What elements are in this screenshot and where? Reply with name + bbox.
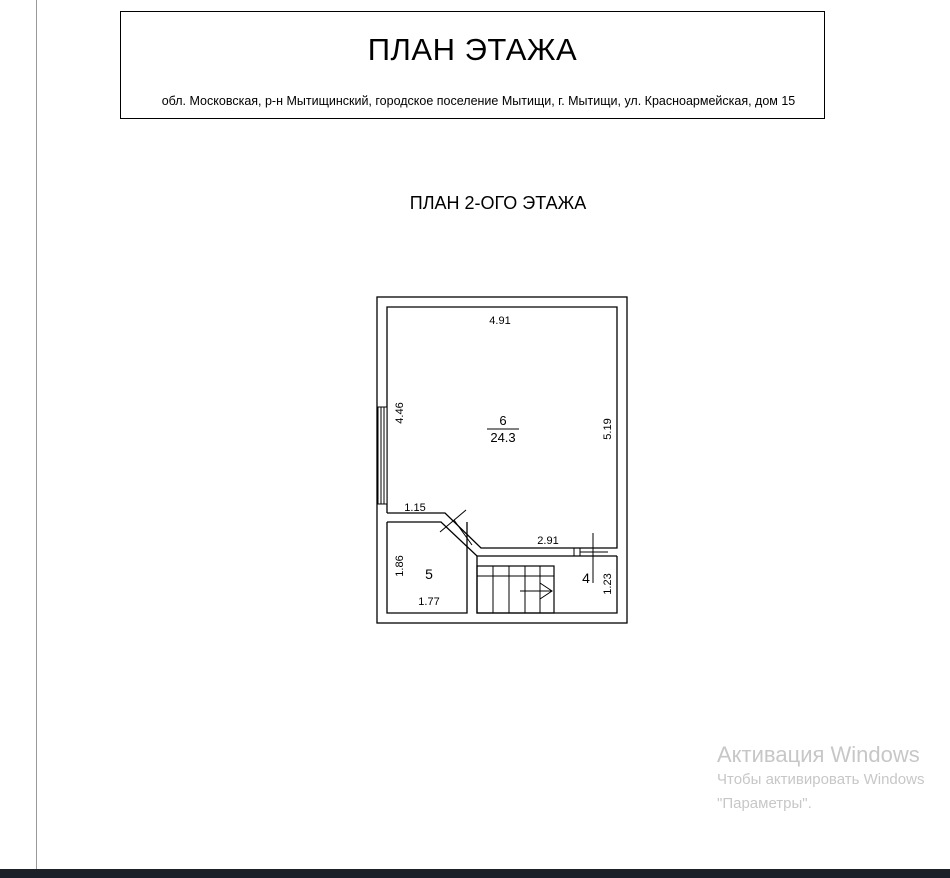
dimension-room6-left: 4.46 — [394, 402, 406, 424]
dimension-room6-bottom-left: 1.15 — [404, 502, 426, 514]
dimension-room5-height: 1.86 — [394, 555, 406, 577]
room-6-area: 24.3 — [490, 430, 516, 445]
watermark-line-2: "Параметры". — [717, 795, 812, 812]
dimension-room5-width: 1.77 — [418, 596, 440, 608]
dimension-room6-right: 5.19 — [602, 418, 614, 440]
windows-activation-watermark — [717, 742, 924, 816]
room-4-outline — [477, 556, 617, 613]
staircase — [477, 566, 554, 613]
partition-wall — [387, 522, 617, 556]
dimension-room6-bottom-right: 2.91 — [537, 535, 559, 547]
watermark-title: Активация Windows — [717, 742, 920, 767]
property-address: обл. Московская, р-н Мытищинский, городское поселение Мытищи, г. Мытищи, ул. Красноармейская, дом 15 — [161, 94, 796, 108]
floor-plan-title: ПЛАН 2-ОГО ЭТАЖА — [409, 193, 587, 213]
dimension-room6-width: 4.91 — [489, 315, 511, 327]
window — [378, 407, 387, 504]
taskbar-edge — [0, 869, 950, 878]
room-6-number: 6 — [499, 413, 507, 428]
room-5-number: 5 — [425, 566, 433, 582]
document-title: ПЛАН ЭТАЖА — [367, 32, 578, 67]
room-4-number: 4 — [582, 570, 590, 586]
watermark-line-1: Чтобы активировать Windows — [717, 771, 925, 788]
dimension-room4-height: 1.23 — [602, 573, 614, 595]
